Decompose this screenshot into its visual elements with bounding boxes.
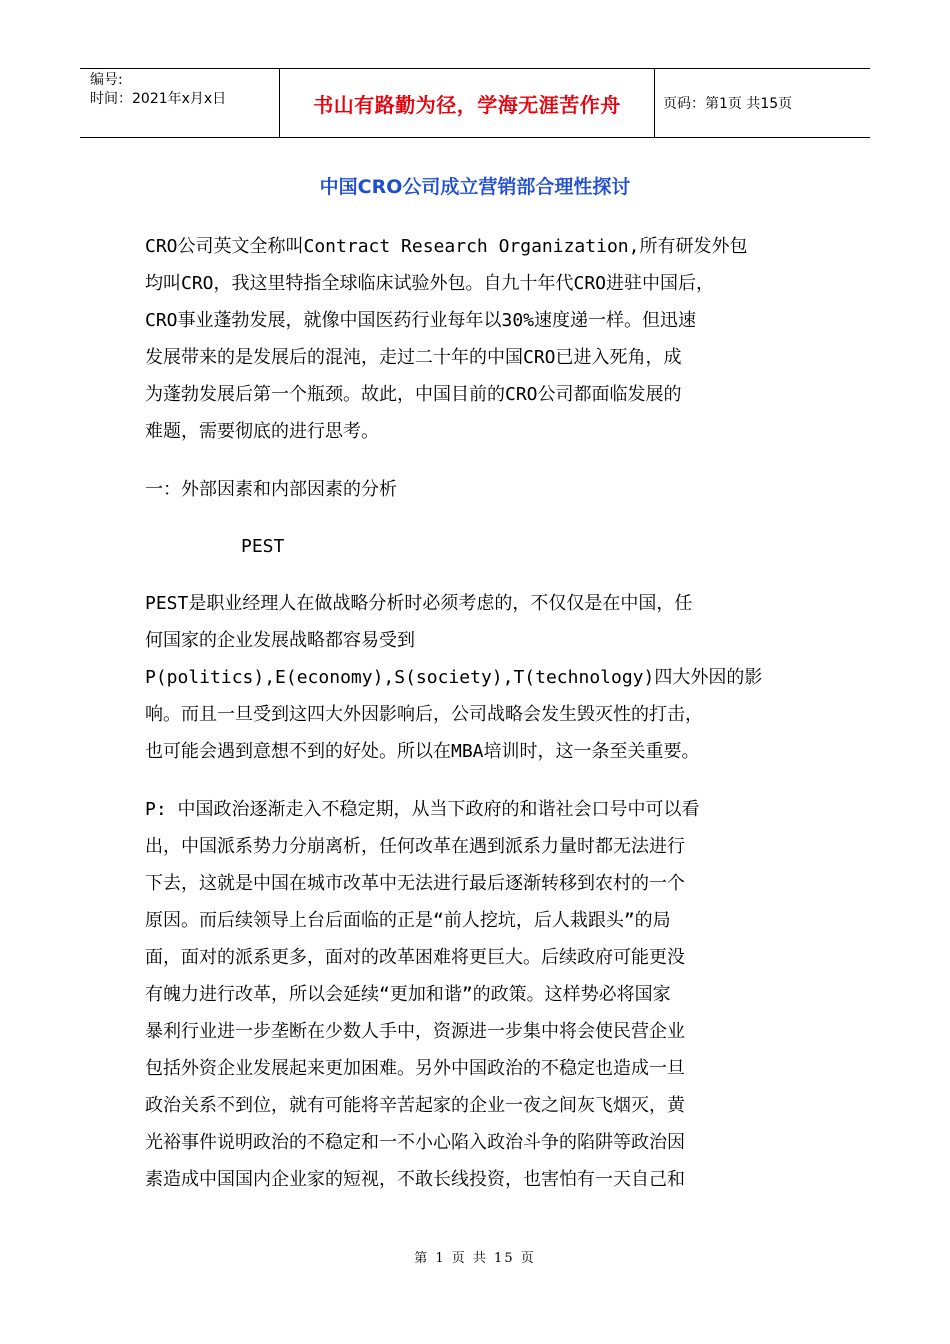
page-header (80, 68, 870, 138)
text-line: 政治关系不到位，就有可能将辛苦起家的企业一夜之间灰飞烟灭，黄 (145, 1095, 685, 1116)
text-line: 出，中国派系势力分崩离析，任何改革在遇到派系力量时都无法进行 (145, 836, 685, 857)
header-meta (80, 69, 280, 137)
text-line: 发展带来的是发展后的混沌，走过二十年的中国CRO已进入死角，成 (145, 347, 682, 368)
text-line: 光裕事件说明政治的不稳定和一不小心陷入政治斗争的陷阱等政治因 (145, 1132, 685, 1153)
text-line: 暴利行业进一步垄断在少数人手中，资源进一步集中将会使民营企业 (145, 1021, 685, 1042)
text-line: PEST是职业经理人在做战略分析时必须考虑的，不仅仅是在中国，任 (145, 593, 693, 614)
text-line: 素造成中国国内企业家的短视，不敢长线投资，也害怕有一天自己和 (145, 1169, 685, 1190)
politics-paragraph (145, 791, 815, 1198)
text-line: 响。而且一旦受到这四大外因影响后，公司战略会发生毁灭性的打击， (145, 704, 703, 725)
text-line: CRO事业蓬勃发展，就像中国医药行业每年以30%速度递一样。但迅速 (145, 310, 697, 331)
intro-paragraph (145, 228, 815, 450)
text-line: P(politics),E(economy),S(society),T(technology)四大外因的影 (145, 667, 763, 688)
text-line: 何国家的企业发展战略都容易受到 (145, 630, 415, 651)
pest-paragraph (145, 585, 815, 770)
time-label: 时间：2021年x月x日 (90, 91, 227, 107)
text-line: P: 中国政治逐渐走入不稳定期，从当下政府的和谐社会口号中可以看 (145, 799, 700, 820)
text-line: 均叫CRO，我这里特指全球临床试验外包。自九十年代CRO进驻中国后， (145, 273, 715, 294)
text-line: CRO公司英文全称叫Contract Research Organization,所有研发外包 (145, 236, 748, 257)
section-heading: 一：外部因素和内部因素的分析 (145, 479, 397, 500)
text-line: 面，面对的派系更多，面对的改革困难将更巨大。后续政府可能更没 (145, 947, 685, 968)
header-page-info: 页码：第1页 共15页 (663, 96, 793, 112)
header-slogan: 书山有路勤为径，学海无涯苦作舟 (313, 92, 621, 117)
text-line: 包括外资企业发展起来更加困难。另外中国政治的不稳定也造成一旦 (145, 1058, 685, 1079)
text-line: 为蓬勃发展后第一个瓶颈。故此，中国目前的CRO公司都面临发展的 (145, 384, 682, 405)
document-body (145, 228, 815, 1198)
text-line: 也可能会遇到意想不到的好处。所以在MBA培训时，这一条至关重要。 (145, 741, 700, 762)
text-line: 原因。而后续领导上台后面临的正是“前人挖坑，后人栽跟头”的局 (145, 910, 671, 931)
number-label: 编号: (90, 72, 123, 88)
text-line: 下去，这就是中国在城市改革中无法进行最后逐渐转移到农村的一个 (145, 873, 685, 894)
header-slogan-cell (280, 69, 655, 137)
text-line: 有魄力进行改革，所以会延续“更加和谐”的政策。这样势必将国家 (145, 984, 671, 1005)
text-line: 难题，需要彻底的进行思考。 (145, 421, 379, 442)
page-footer: 第 1 页 共 15 页 (414, 1251, 536, 1266)
document-title: 中国CRO公司成立营销部合理性探讨 (319, 176, 631, 198)
pest-heading: PEST (241, 536, 285, 557)
